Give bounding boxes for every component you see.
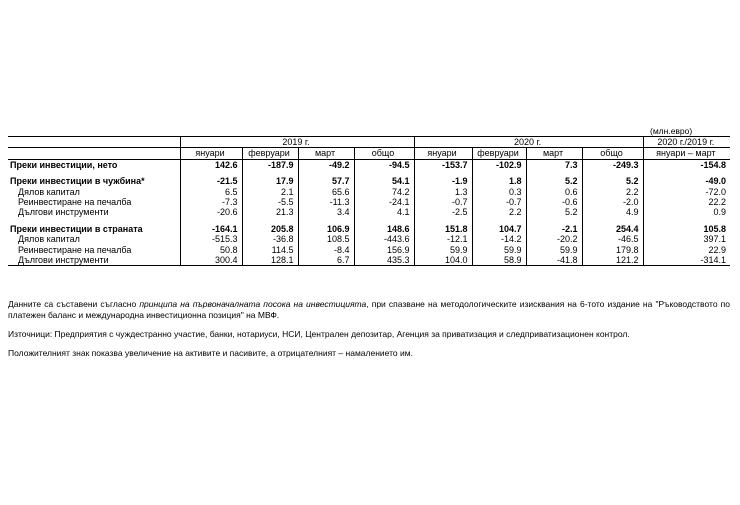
header-month-feb-2020: февруари	[472, 148, 526, 159]
header-total-2020: общо	[582, 148, 643, 159]
cell: -12.1	[414, 234, 472, 244]
cell: 300.4	[180, 255, 242, 266]
cell: -1.9	[414, 176, 472, 186]
table-row	[8, 234, 730, 244]
cell: 6.5	[180, 187, 242, 197]
header-month-jan-2019: януари	[180, 148, 242, 159]
cell: 179.8	[582, 245, 643, 255]
row-label: Дялов капитал	[8, 187, 180, 197]
cell: -2.0	[582, 197, 643, 207]
cell: -11.3	[298, 197, 354, 207]
cell: 0.3	[472, 187, 526, 197]
note-methodology-c: , при спазване на методологическите изисквания на 6-тото издание на "Ръководството по платежен баланс и международна инвестиционна позиция" на МВФ.	[8, 299, 730, 320]
footnotes	[8, 299, 730, 365]
cell: 59.9	[526, 245, 582, 255]
cell: 0.6	[526, 187, 582, 197]
table-row	[8, 245, 730, 255]
cell: 17.9	[242, 176, 298, 186]
cell: -21.5	[180, 176, 242, 186]
cell: 4.9	[582, 207, 643, 217]
note-sign: Положителният знак показва увеличение на активите и пасивите, а отрицателният – намалението им.	[8, 348, 413, 358]
cell: 5.2	[526, 207, 582, 217]
cell: -72.0	[705, 186, 727, 197]
cell: 142.6	[180, 159, 242, 170]
cell: -49.2	[298, 159, 354, 170]
cell: 106.9	[298, 224, 354, 234]
header-row-months	[8, 148, 730, 159]
cell: -515.3	[180, 234, 242, 244]
note-methodology	[8, 299, 730, 321]
cell: 435.3	[354, 255, 414, 266]
note-methodology-principle: принципа на първоначалната посока на инвестицията	[139, 299, 367, 309]
cell: 2.2	[472, 207, 526, 217]
header-year-2019: 2019 г.	[180, 137, 414, 148]
table-row	[8, 176, 730, 186]
cell: 7.3	[526, 159, 582, 170]
cell: 128.1	[242, 255, 298, 266]
cell: -443.6	[354, 234, 414, 244]
cell: 4.1	[354, 207, 414, 217]
row-label: Преки инвестиции в страната	[8, 224, 180, 234]
cell: 2.2	[582, 187, 643, 197]
cell: -2.1	[526, 224, 582, 234]
cell: -14.2	[472, 234, 526, 244]
cell: -49.0	[705, 176, 727, 187]
cell: -0.7	[414, 197, 472, 207]
cell: 104.0	[414, 255, 472, 266]
table-row	[8, 159, 730, 170]
cell: -94.5	[354, 159, 414, 170]
cell: 3.4	[298, 207, 354, 217]
note-methodology-a: Данните са съставени съгласно	[8, 299, 140, 309]
cell: 104.7	[472, 224, 526, 234]
cell: 105.8	[703, 223, 727, 234]
cell: 156.9	[354, 245, 414, 255]
table-row	[8, 197, 730, 207]
cell: 108.5	[298, 234, 354, 244]
cell: 121.2	[582, 255, 643, 266]
cell: 50.8	[180, 245, 242, 255]
fdi-table	[8, 136, 730, 266]
header-corner	[8, 137, 180, 148]
cell: 74.2	[354, 187, 414, 197]
cell: -187.9	[242, 159, 298, 170]
cell: 5.2	[526, 176, 582, 186]
cell: 5.2	[582, 176, 643, 186]
cell: 21.3	[242, 207, 298, 217]
cell: -314.1	[643, 255, 730, 266]
cell: 151.8	[414, 224, 472, 234]
cell: -0.7	[472, 197, 526, 207]
header-year-2020: 2020 г.	[414, 137, 643, 148]
cell: -46.5	[582, 234, 643, 244]
cell: -20.6	[180, 207, 242, 217]
unit-label: (млн.евро)	[650, 126, 693, 136]
header-month-jan-2020: януари	[414, 148, 472, 159]
cell: 22.9	[708, 244, 727, 255]
cell: -8.4	[298, 245, 354, 255]
row-label: Преки инвестиции в чужбина*	[8, 176, 180, 186]
cell: -0.6	[526, 197, 582, 207]
header-corner-2	[8, 148, 180, 159]
cell: -164.1	[180, 224, 242, 234]
cell: -249.3	[582, 159, 643, 170]
cell: 397.1	[703, 234, 727, 245]
row-label: Преки инвестиции, нето	[8, 159, 180, 170]
table-row	[8, 224, 730, 234]
table-row	[8, 187, 730, 197]
table-row	[8, 207, 730, 217]
header-total-2019: общо	[354, 148, 414, 159]
cell: -7.3	[180, 197, 242, 207]
cell: 65.6	[298, 187, 354, 197]
row-label: Дялов капитал	[8, 234, 180, 244]
cell: 59.9	[472, 245, 526, 255]
cell: 114.5	[242, 245, 298, 255]
cell: 58.9	[472, 255, 526, 266]
cell: -153.7	[414, 159, 472, 170]
cell: 1.8	[472, 176, 526, 186]
cell: 2.1	[242, 187, 298, 197]
header-month-mar-2019: март	[298, 148, 354, 159]
cell: 1.3	[414, 187, 472, 197]
row-label: Дългови инструменти	[8, 255, 180, 266]
header-month-feb-2019: февруари	[242, 148, 298, 159]
cell: -102.9	[472, 159, 526, 170]
cell: 54.1	[354, 176, 414, 186]
cell: 0.9	[713, 207, 727, 218]
row-label: Реинвестиране на печалба	[8, 197, 180, 207]
cell: 205.8	[242, 224, 298, 234]
row-label: Реинвестиране на печалба	[8, 245, 180, 255]
cell: 22.2	[708, 197, 727, 208]
note-sources: Източници: Предприятия с чуждестранно участие, банки, нотариуси, НСИ, Централен депозитар, Агенция за приватизация и следприватизационен контрол.	[8, 329, 630, 339]
cell: -154.8	[700, 159, 727, 170]
cell: 57.7	[298, 176, 354, 186]
cell: -20.2	[526, 234, 582, 244]
header-row-years	[8, 137, 730, 148]
cell: -2.5	[414, 207, 472, 217]
cell: -24.1	[354, 197, 414, 207]
table-row	[8, 255, 730, 266]
header-month-mar-2020: март	[526, 148, 582, 159]
cell: -36.8	[242, 234, 298, 244]
row-label: Дългови инструменти	[8, 207, 180, 217]
cell: 148.6	[354, 224, 414, 234]
cell: -5.5	[242, 197, 298, 207]
cell: 254.4	[582, 224, 643, 234]
cell: -41.8	[526, 255, 582, 266]
header-ratio: 2020 г./2019 г.	[643, 137, 730, 148]
cell: 6.7	[298, 255, 354, 266]
header-ratio-period: януари – март	[643, 148, 730, 159]
cell: 59.9	[414, 245, 472, 255]
